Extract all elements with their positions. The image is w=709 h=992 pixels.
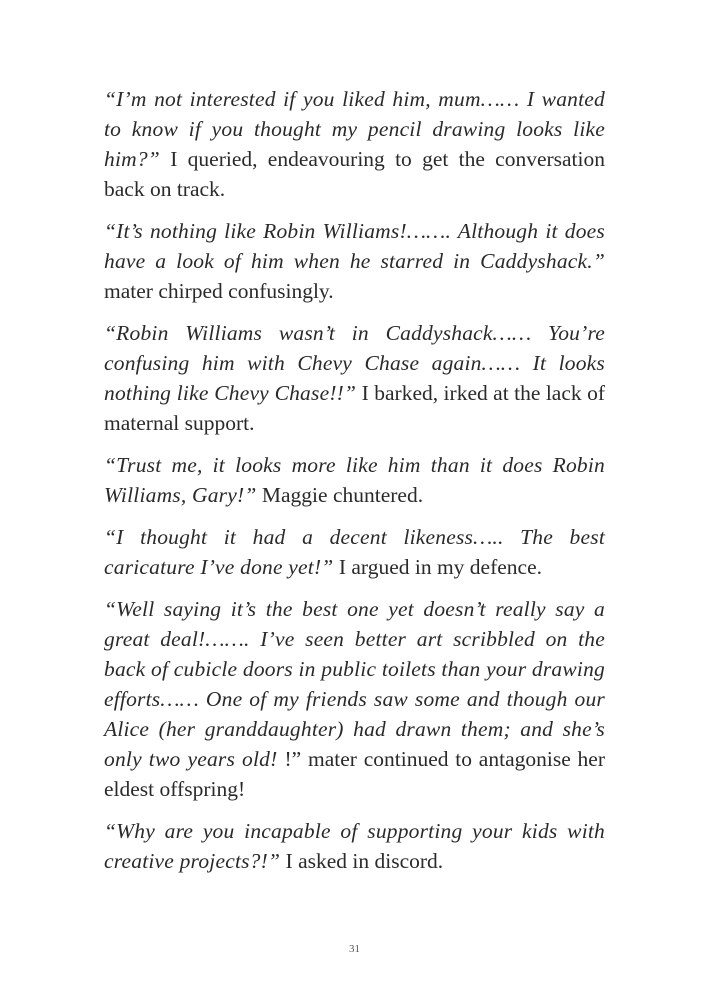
page-number: 31 [349, 943, 360, 955]
dialogue-quote: “Trust me, it looks more like him than it does Robin Williams, Gary!” [104, 453, 605, 507]
paragraph-5 [104, 522, 605, 582]
dialogue-quote: “I’m not interested if you liked him, mum…… I wanted to know if you thought my pencil drawing looks like him?” [104, 87, 605, 171]
paragraph-7 [104, 816, 605, 876]
narration-text: I argued in my defence. [333, 555, 543, 579]
paragraph-3 [104, 318, 605, 438]
paragraph-2 [104, 216, 605, 306]
dialogue-quote: “I thought it had a decent likeness….. The best caricature I’ve done yet!” [104, 525, 605, 579]
narration-text: I barked, irked at the lack of maternal support. [104, 381, 605, 435]
narration-text: !” mater continued to antagonise her eldest offspring! [104, 747, 605, 801]
narration-text: mater chirped confusingly. [104, 279, 334, 303]
narration-text: Maggie chuntered. [256, 483, 424, 507]
paragraph-6 [104, 594, 605, 804]
dialogue-quote: “Why are you incapable of supporting your kids with creative projects?!” [104, 819, 605, 873]
dialogue-quote: “It’s nothing like Robin Williams!……. Although it does have a look of him when he starred in Caddyshack.” [104, 219, 605, 273]
body-text [104, 84, 605, 888]
narration-text: I asked in discord. [280, 849, 444, 873]
narration-text: I queried, endeavouring to get the conversation back on track. [104, 147, 605, 201]
dialogue-quote: “Well saying it’s the best one yet doesn’t really say a great deal!……. I’ve seen better art scribbled on the back of cubicle doors in public toilets than your drawing efforts…… One of my friends saw some and though our Alice (her granddaughter) had drawn them; and she’s only two years old! [104, 597, 605, 771]
dialogue-quote: “Robin Williams wasn’t in Caddyshack…… You’re confusing him with Chevy Chase again…… It looks nothing like Chevy Chase!!” [104, 321, 605, 405]
paragraph-4 [104, 450, 605, 510]
paragraph-1 [104, 84, 605, 204]
